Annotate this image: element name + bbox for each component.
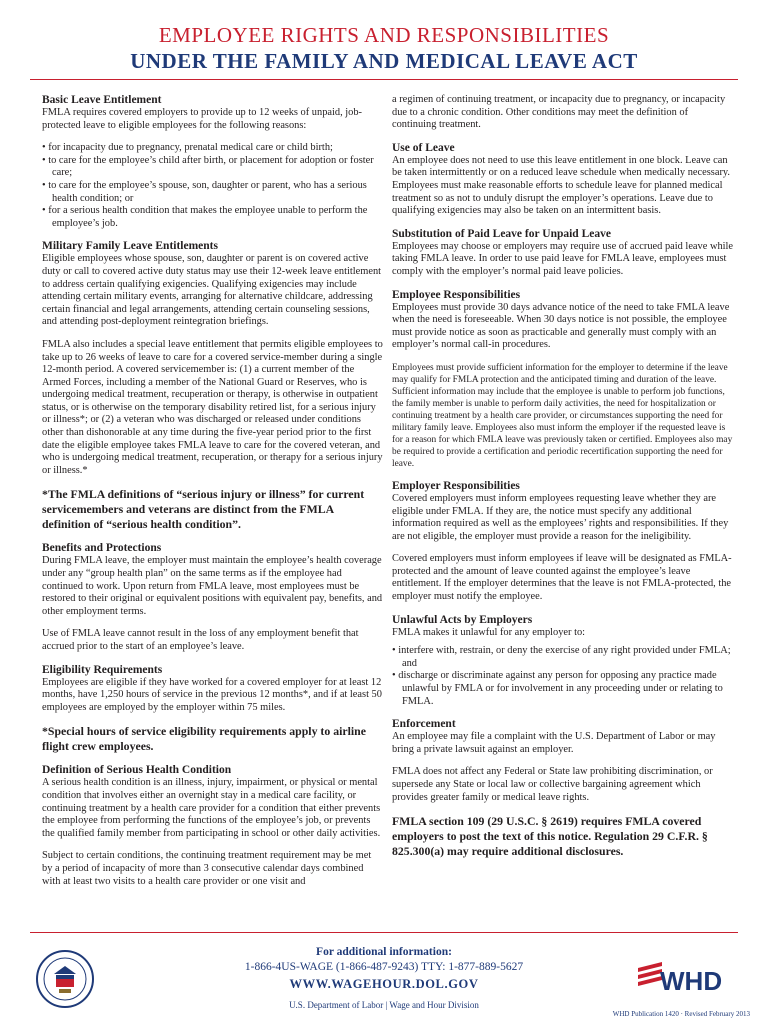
employer-responsibilities-section — [392, 480, 734, 604]
paragraph: FMLA also includes a special leave entitlement that permits eligible employees to take up to 26 weeks of leave to care for a covered service-member during a single 12-month period. A covered servicemember is: (1) a current member of the Armed Forces, including a member of the National Guard or Reserves, who is undergoing medical treatment, recuperation or therapy, is otherwise in outpatient status, or is otherwise on the temporary disability retired list, for a serious injury or illness*; or (2) a veteran who was discharged or released under conditions other than dishonorable at any time during the five-year period prior to the first date the eligible employee takes FMLA leave to care for the covered veteran, and who is undergoing medical treatment, recuperation, or therapy for a serious injury or illness.* — [42, 338, 383, 476]
paragraph: a regimen of continuing treatment, or incapacity due to pregnancy, or incapacity due to a chronic condition. Other conditions may meet the definition of continuing treatment. — [392, 94, 726, 131]
list-item: • for incapacity due to pregnancy, prenatal medical care or child birth; — [42, 142, 384, 155]
use-of-leave-section — [392, 142, 734, 218]
paragraph: Employees are eligible if they have worked for a covered employer for at least 12 months, have 1,250 hours of service in the previous 12 months*, and if at least 50 employees are employed by the employer within 75 miles. — [42, 676, 382, 713]
list-item: • interfere with, restrain, or deny the exercise of any right provided under FMLA; and — [392, 645, 734, 670]
page-subtitle: UNDER THE FAMILY AND MEDICAL LEAVE ACT — [130, 49, 638, 73]
paragraph: Eligible employees whose spouse, son, daughter or parent is on covered active duty or call to covered active duty status may use their 12-week leave entitlement to address certain qualifying exigencies. Qualifying exigencies may include attending certain military events, arranging for alternative childcare, addressing certain financial and legal arrangements, attending certain counseling sessions, and attending post-deployment reintegration briefings. — [42, 253, 382, 328]
publication-number: WHD Publication 1420 · Revised February 2013 — [612, 1010, 750, 1018]
paragraph: During FMLA leave, the employer must maintain the employee’s health coverage under any “group health plan” on the same terms as if the employee had continued to work. Upon return from FMLA leave, most employees must be restored to their original or equivalent positions with equivalent pay, benefits, and other employment terms. — [42, 555, 383, 617]
section-heading: Unlawful Acts by Employers — [392, 613, 533, 626]
section-heading: Basic Leave Entitlement — [42, 94, 162, 106]
paragraph: Use of FMLA leave cannot result in the loss of any employment benefit that accrued prior to the start of an employee’s leave. — [42, 628, 359, 652]
posting-requirement-note: FMLA section 109 (29 U.S.C. § 2619) requires FMLA covered employers to post the text of this notice. Regulation 29 C.F.R. § 825.300(a) may require additional disclosures. — [392, 814, 708, 859]
section-heading: Employee Responsibilities — [392, 288, 521, 301]
bullet-list — [42, 142, 384, 230]
page-title: EMPLOYEE RIGHTS AND RESPONSIBILITIES — [158, 23, 610, 47]
enforcement-section — [392, 718, 734, 859]
list-item: • discharge or discriminate against any person for opposing any practice made unlawful by FMLA or for involvement in any proceeding under or relating to FMLA. — [392, 670, 734, 708]
page-header — [0, 22, 768, 74]
paragraph: A serious health condition is an illness, injury, impairment, or physical or mental condition that involves either an overnight stay in a medical care facility, or continuing treatment by a health care provider for a condition that either prevents the employee from performing the functions of the employee’s job, or prevents the qualified family member from participating in school or other daily activities. — [42, 777, 381, 839]
paragraph: Subject to certain conditions, the continuing treatment requirement may be met by a period of incapacity of more than 3 consecutive calendar days combined with at least two visits to a health care provider or one visit and — [42, 850, 372, 887]
footer-phone: 1-866-4US-WAGE (1-866-487-9243) TTY: 1-877-889-5627 — [244, 961, 524, 973]
section-heading: Use of Leave — [392, 141, 455, 154]
section-heading: Benefits and Protections — [42, 542, 162, 555]
military-section — [42, 240, 384, 532]
section-heading: Eligibility Requirements — [42, 663, 163, 676]
employee-responsibilities-section — [392, 289, 734, 470]
section-heading: Enforcement — [392, 718, 456, 731]
paragraph: An employee does not need to use this leave entitlement in one block. Leave can be taken intermittently or on a reduced leave schedule when medically necessary. Employees must make reasonable efforts to schedule leave for planned medical treatment so as not to unduly disrupt the employer’s operations. Leave due to qualifying exigencies may also be taken on an intermittent basis. — [392, 154, 731, 217]
paragraph: Covered employers must inform employees requesting leave whether they are eligible under FMLA. If they are, the notice must specify any additional information required as well as the employees’ rights and responsibilities. If they are not eligible, the employer must provide a reason for the ineligibility. — [392, 492, 729, 542]
right-column — [392, 94, 734, 869]
note: *The FMLA definitions of “serious injury or illness” for current servicemembers and veterans are distinct from the FMLA definition of “serious health condition”. — [42, 487, 365, 532]
paragraph: FMLA does not affect any Federal or State law prohibiting discrimination, or supersede any State or local law or collective bargaining agreement which provides greater family or medical leave rights. — [392, 766, 713, 803]
list-item: • to care for the employee’s child after birth, or placement for adoption or foster care; — [42, 155, 384, 180]
paragraph: Employees must provide sufficient information for the employer to determine if the leave may qualify for FMLA protection and the anticipated timing and duration of the leave. Sufficient information may include that the employee is unable to perform job functions, the family member is unable to perform daily activities, the need for hospitalization or continuing treatment by a health care provider, or circumstances supporting the need for military family leave. Employees also must inform the employer if the requested leave is for a reason for which FMLA leave was previously taken or certified. Employees also may be required to provide a certification and periodic recertification supporting the need for leave. — [392, 362, 733, 469]
footer-divider — [30, 932, 738, 933]
whd-logo-icon — [636, 958, 732, 998]
paragraph: An employee may file a complaint with the U.S. Department of Labor or may bring a private lawsuit against an employer. — [392, 731, 716, 755]
list-item: • to care for the employee’s spouse, son, daughter or parent, who has a serious health condition; or — [42, 180, 384, 205]
paragraph: Covered employers must inform employees if leave will be designated as FMLA-protected and the amount of leave counted against the employee’s leave entitlement. If the employer determines that the leave is not FMLA-protected, the employer must notify the employee. — [392, 553, 732, 603]
paragraph: FMLA requires covered employers to provide up to 12 weeks of unpaid, job-protected leave to eligible employees for the following reasons: — [42, 107, 363, 131]
paragraph: Employees must provide 30 days advance notice of the need to take FMLA leave when the need is foreseeable. When 30 days notice is not possible, the employee must provide notice as soon as practicable and generally must comply with an employer’s normal call-in procedures. — [392, 301, 730, 351]
header-divider — [30, 79, 738, 80]
substitution-section — [392, 228, 734, 279]
basic-leave-section — [42, 94, 384, 230]
bullet-list — [392, 645, 734, 708]
page-footer — [0, 940, 768, 1024]
paragraph: FMLA makes it unlawful for any employer to: — [392, 626, 586, 638]
section-heading: Employer Responsibilities — [392, 479, 520, 492]
footer-department: U.S. Department of Labor | Wage and Hour Division — [289, 1000, 479, 1010]
footer-website-link[interactable]: WWW.WAGEHOUR.DOL.GOV — [289, 977, 479, 991]
footer-title: For additional information: — [316, 946, 452, 958]
section-heading: Substitution of Paid Leave for Unpaid Leave — [392, 227, 611, 240]
benefits-section — [42, 542, 384, 653]
list-item: • for a serious health condition that makes the employee unable to perform the employee’s job. — [42, 205, 384, 230]
eligibility-section — [42, 664, 384, 755]
section-heading: Definition of Serious Health Condition — [42, 764, 232, 777]
left-column — [42, 94, 384, 898]
unlawful-acts-section — [392, 614, 734, 709]
definition-section — [42, 764, 384, 888]
paragraph: Employees may choose or employers may require use of accrued paid leave while taking FMLA leave. In order to use paid leave for FMLA leave, employees must comply with the employer’s normal paid leave policies. — [392, 240, 734, 277]
section-heading: Military Family Leave Entitlements — [42, 240, 218, 253]
whd-logo-text: WHD — [660, 966, 723, 996]
note: *Special hours of service eligibility requirements apply to airline flight crew employees. — [42, 724, 366, 754]
